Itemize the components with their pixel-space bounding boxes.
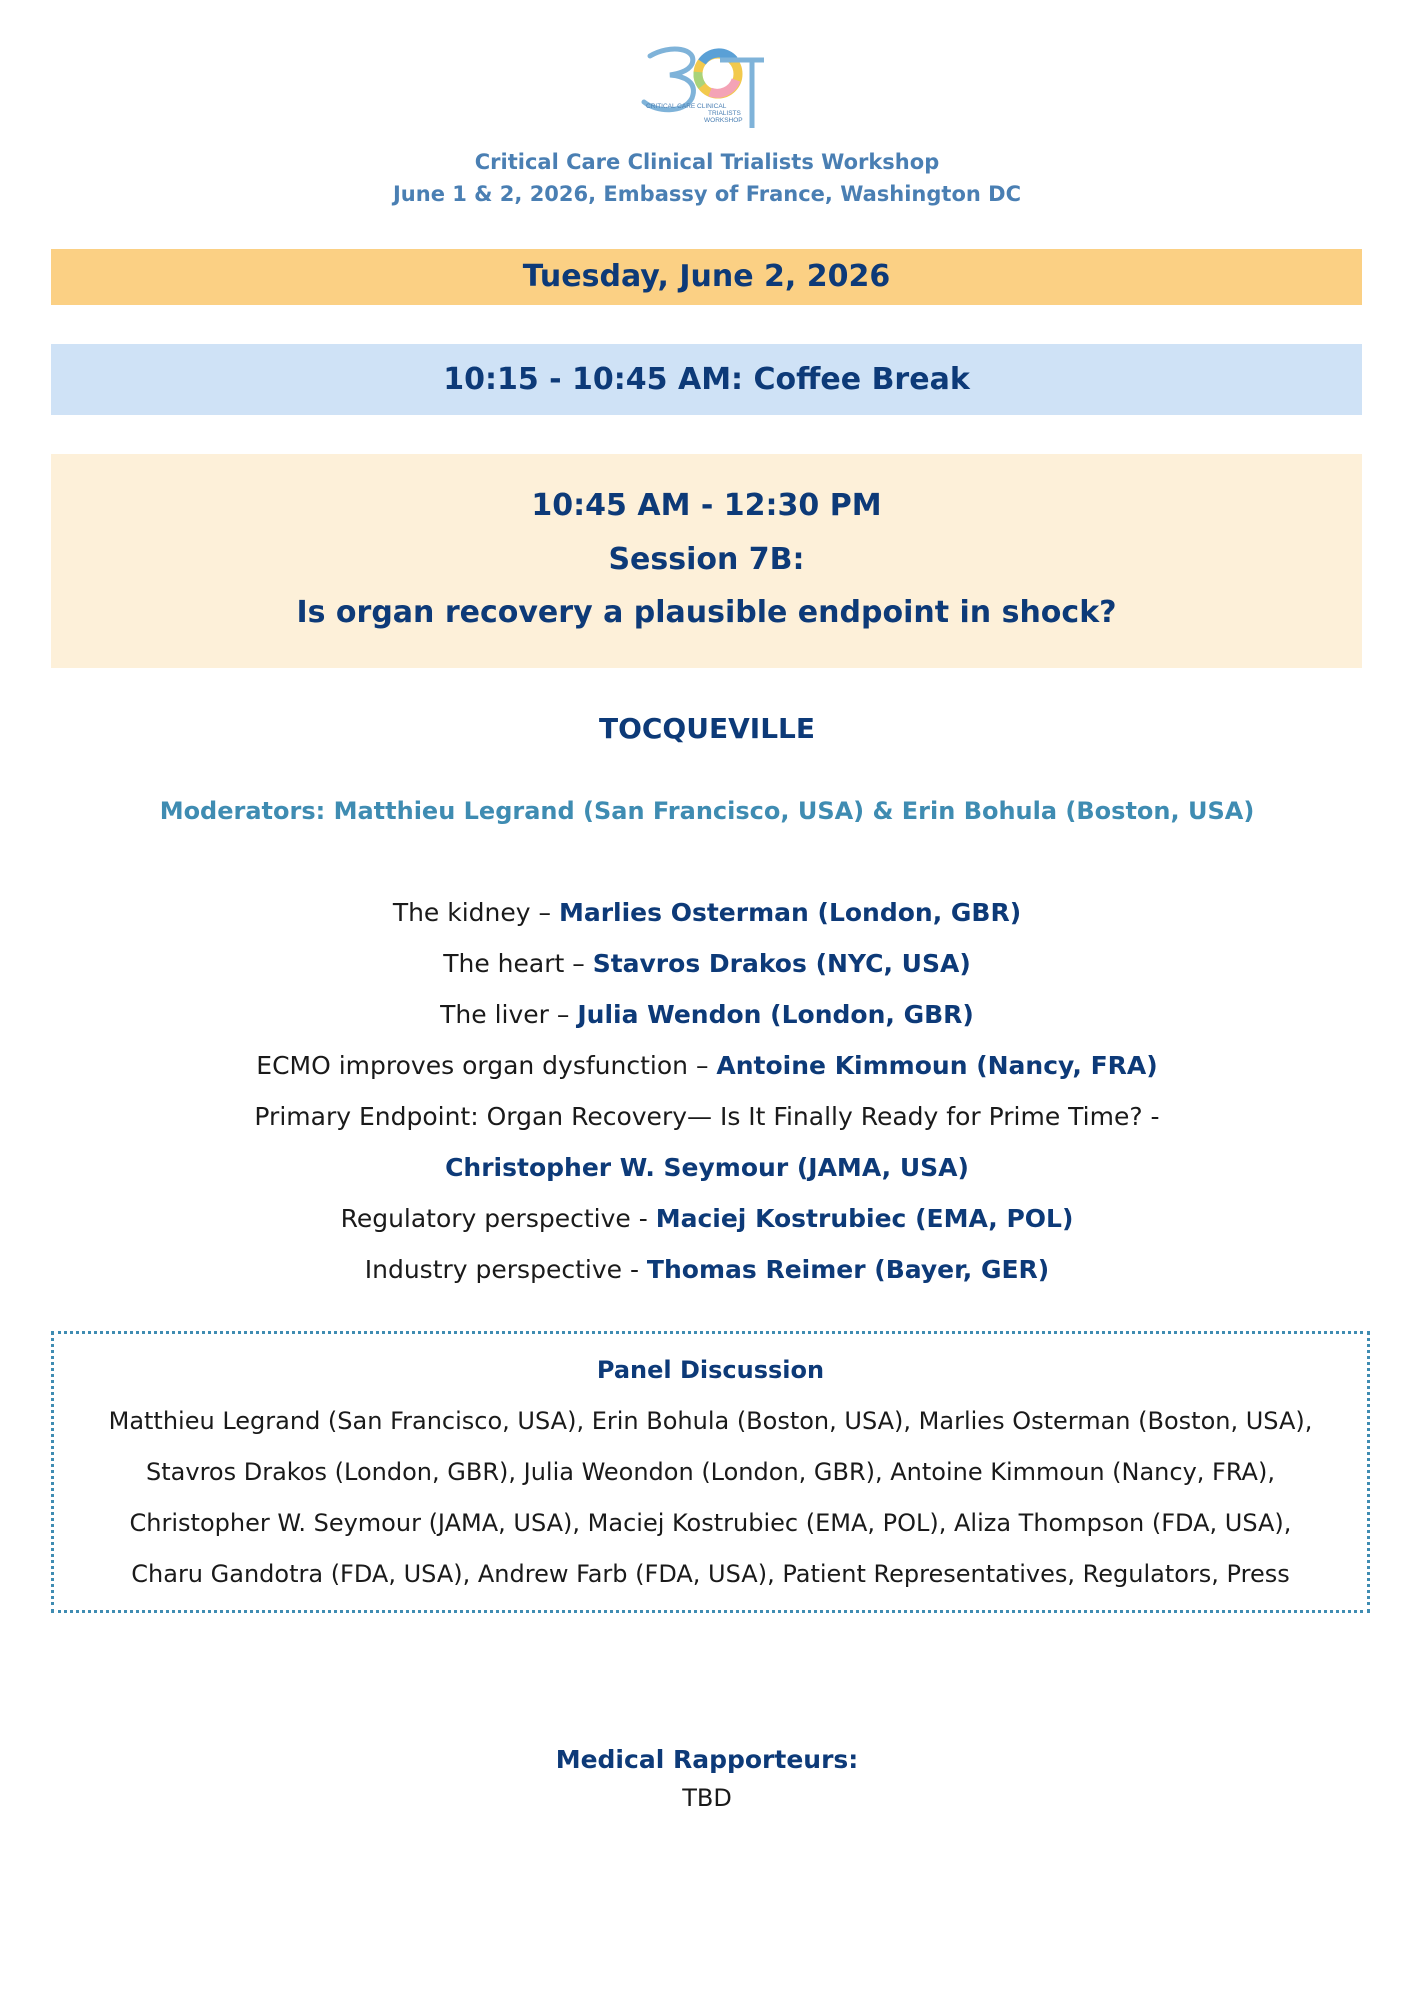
room-name: TOCQUEVILLE [598, 712, 815, 745]
panel-participants-line: Stavros Drakos (London, GBR), Julia Weondon (London, GBR), Antoine Kimmoun (Nancy, FRA), [146, 1458, 1275, 1486]
panel-participants-line: Charu Gandotra (FDA, USA), Andrew Farb (FDA, USA), Patient Representatives, Regulators, Press [131, 1560, 1290, 1588]
panel-title: Panel Discussion [596, 1356, 825, 1384]
talk-topic: Primary Endpoint: Organ Recovery— Is It Finally Ready for Prime Time? - [254, 1102, 1160, 1131]
talk-speaker: Stavros Drakos (NYC, USA) [592, 949, 971, 978]
talk-item [0, 1255, 1414, 1284]
event-title: Critical Care Clinical Trialists Workshop [474, 150, 940, 174]
talk-speaker: Maciej Kostrubiec (EMA, POL) [655, 1204, 1074, 1233]
coffee-break-banner: 10:15 - 10:45 AM: Coffee Break [51, 344, 1362, 415]
rapporteurs-value: TBD [682, 1784, 732, 1812]
workshop-logo [640, 42, 780, 132]
talk-item-speaker [0, 1153, 1414, 1182]
session-code: Session 7B: [608, 542, 805, 577]
rapporteurs-title: Medical Rapporteurs: [555, 1745, 859, 1774]
day-banner: Tuesday, June 2, 2026 [51, 249, 1362, 305]
moderators: Moderators: Matthieu Legrand (San Francisco, USA) & Erin Bohula (Boston, USA) [159, 797, 1255, 825]
session-time: 10:45 AM - 12:30 PM [531, 488, 882, 523]
session-banner [51, 454, 1362, 668]
panel-participants-line: Matthieu Legrand (San Francisco, USA), Erin Bohula (Boston, USA), Marlies Osterman (Boston, USA), [108, 1407, 1313, 1435]
talk-topic: Industry perspective - [364, 1255, 647, 1284]
talk-speaker: Christopher W. Seymour (JAMA, USA) [445, 1153, 969, 1182]
svg-text:WORKSHOP: WORKSHOP [704, 117, 743, 124]
talk-topic: The kidney – [392, 898, 559, 927]
talk-speaker: Thomas Reimer (Bayer, GER) [646, 1255, 1050, 1284]
session-title: Is organ recovery a plausible endpoint in shock? [296, 595, 1117, 630]
logo-tagline: CRITICAL CARE CLINICAL [646, 103, 727, 110]
talk-speaker: Julia Wendon (London, GBR) [577, 1000, 974, 1029]
panel-participants-line: Christopher W. Seymour (JAMA, USA), Maciej Kostrubiec (EMA, POL), Aliza Thompson (FDA, USA), [129, 1509, 1292, 1537]
talk-item-topic [0, 1102, 1414, 1131]
talk-item [0, 1204, 1414, 1233]
talk-item [0, 1000, 1414, 1029]
talk-item [0, 1051, 1414, 1080]
talk-topic: The heart – [443, 949, 593, 978]
talk-topic: Regulatory perspective - [340, 1204, 656, 1233]
talk-item [0, 898, 1414, 927]
svg-text:TRIALISTS: TRIALISTS [708, 110, 741, 117]
event-subtitle: June 1 & 2, 2026, Embassy of France, Washington DC [392, 182, 1021, 206]
talk-speaker: Marlies Osterman (London, GBR) [558, 898, 1022, 927]
talk-topic: The liver – [440, 1000, 578, 1029]
panel-discussion-box [51, 1331, 1370, 1613]
talk-item [0, 949, 1414, 978]
talk-speaker: Antoine Kimmoun (Nancy, FRA) [716, 1051, 1158, 1080]
talk-topic: ECMO improves organ dysfunction – [256, 1051, 717, 1080]
